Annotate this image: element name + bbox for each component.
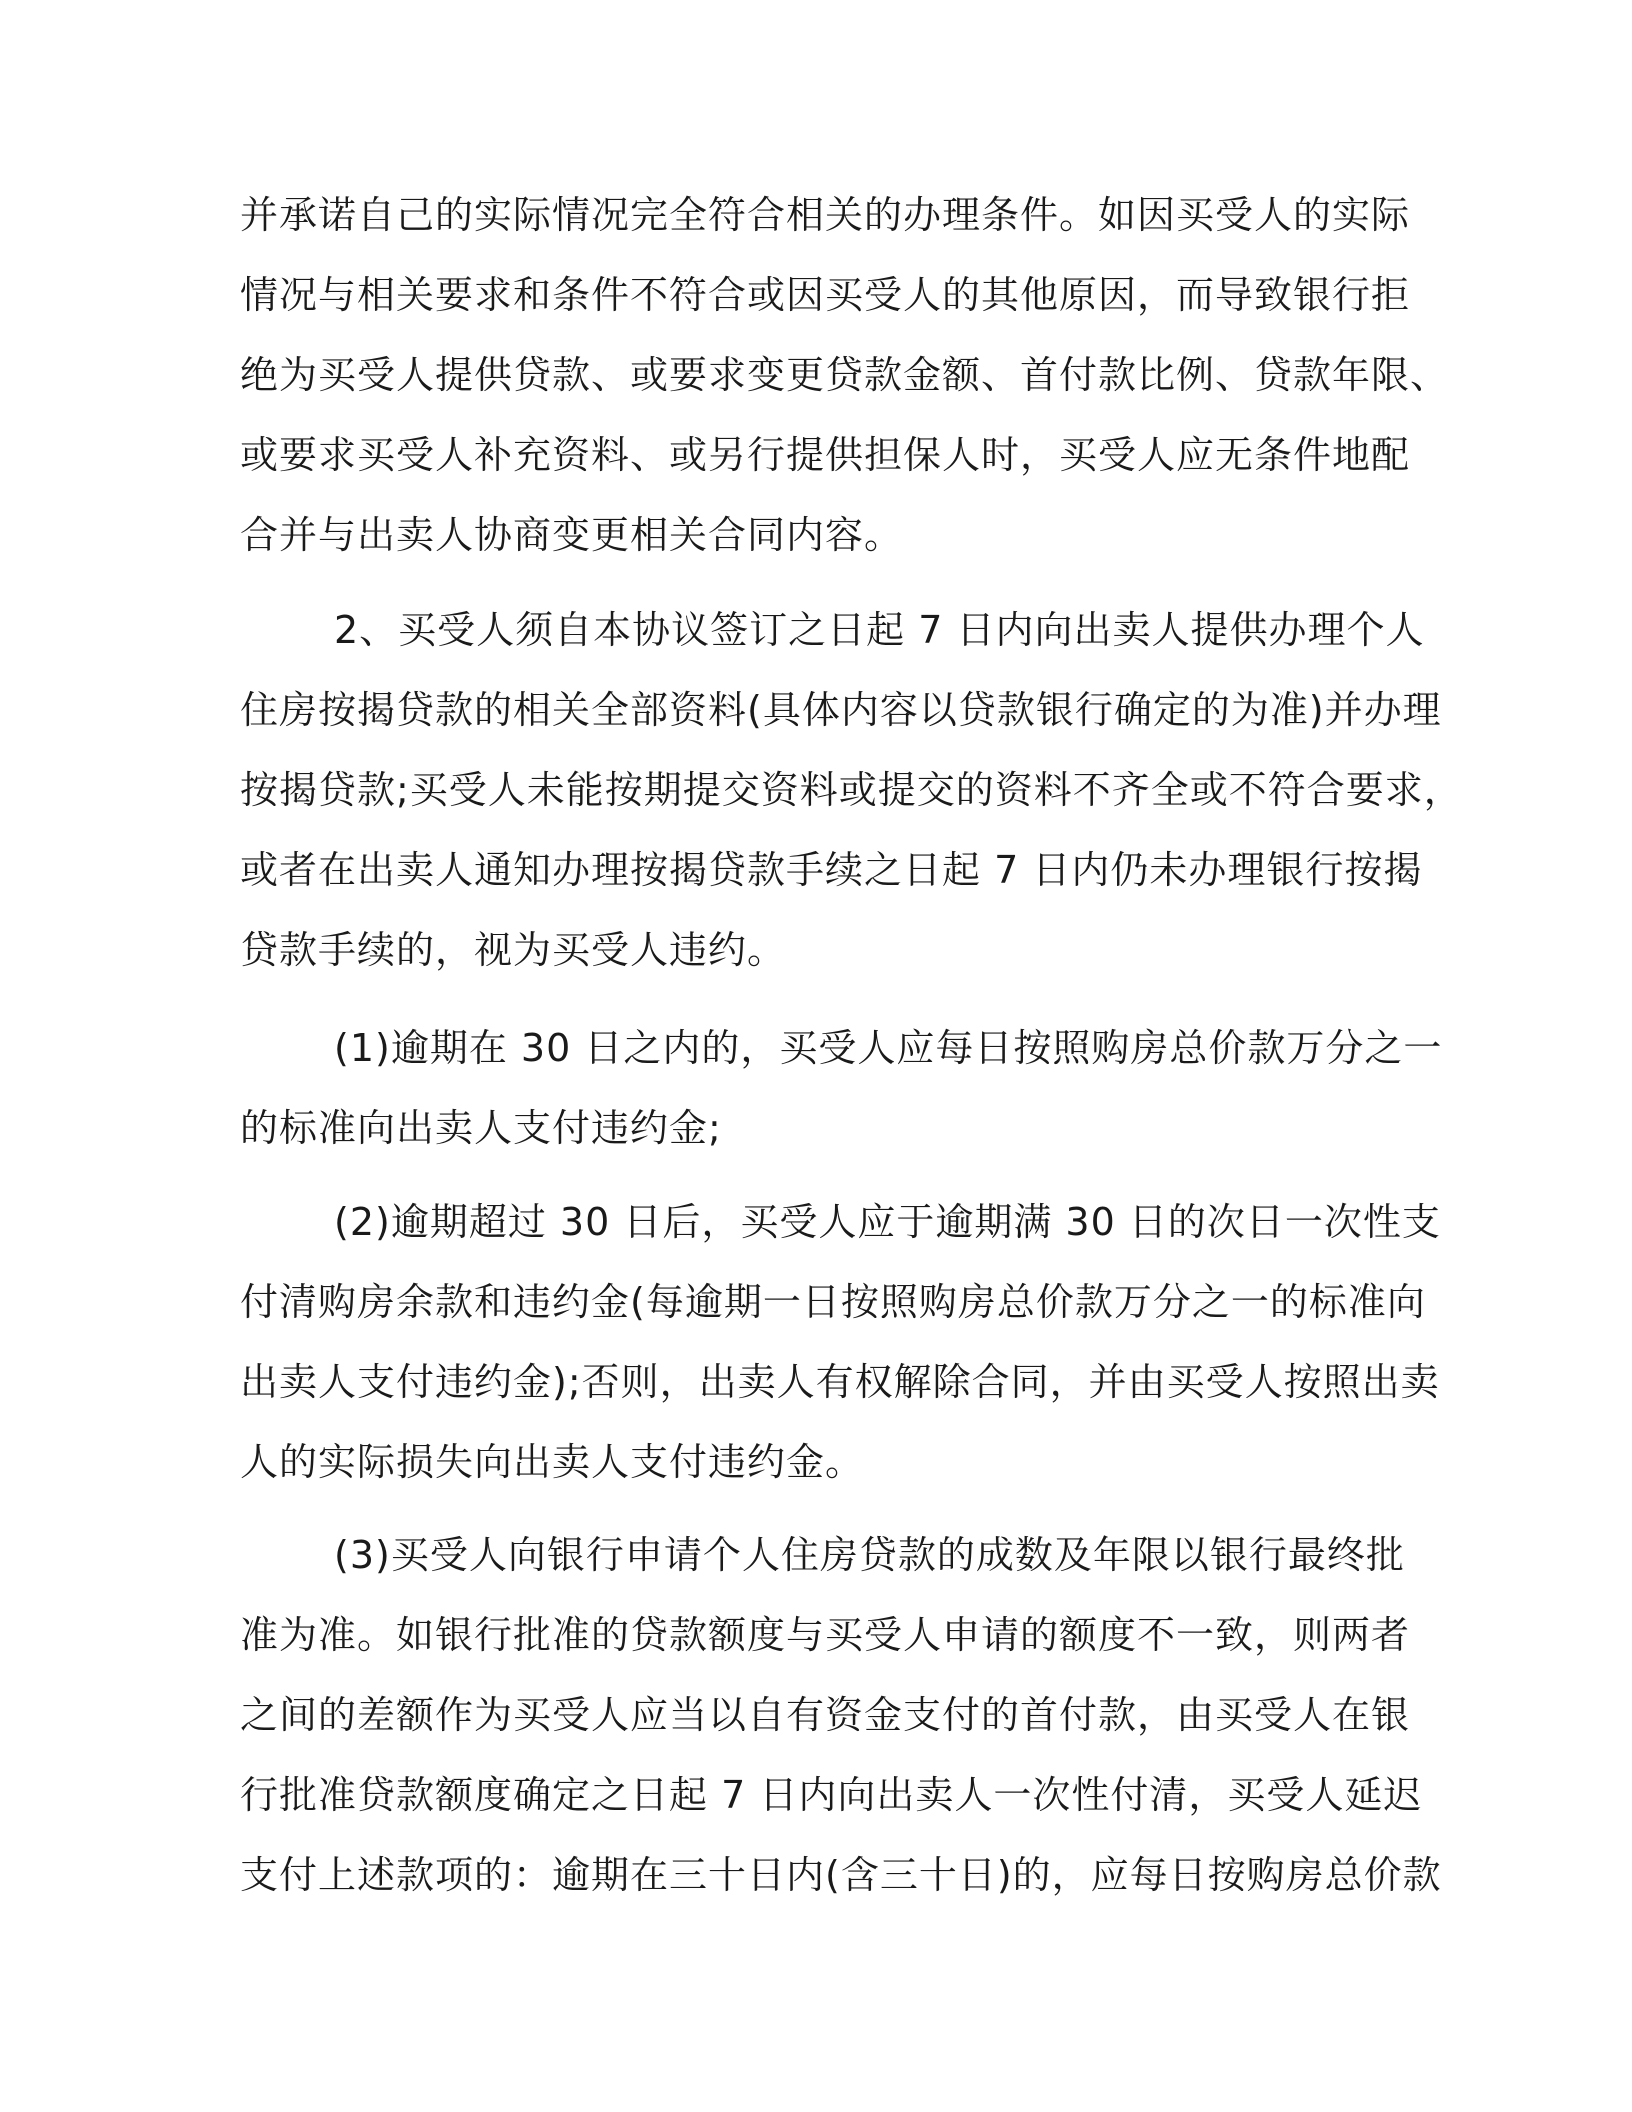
paragraph-line: 准为准。如银行批准的贷款额度与买受人申请的额度不一致，则两者 (240, 1613, 1411, 1657)
paragraph-line: 付清购房余款和违约金(每逾期一日按照购房总价款万分之一的标准向 (240, 1280, 1426, 1324)
paragraph-line: 支付上述款项的：逾期在三十日内(含三十日)的，应每日按购房总价款 (240, 1853, 1442, 1897)
paragraph-line: 出卖人支付违约金);否则，出卖人有权解除合同，并由买受人按照出卖 (240, 1360, 1440, 1404)
paragraph-line: 的标准向出卖人支付违约金; (240, 1106, 722, 1150)
paragraph-line: (1)逾期在 30 日之内的，买受人应每日按照购房总价款万分之一 (334, 1026, 1443, 1070)
paragraph-line: 贷款手续的，视为买受人违约。 (240, 928, 787, 972)
paragraph-line: 或要求买受人补充资料、或另行提供担保人时，买受人应无条件地配 (240, 433, 1411, 477)
paragraph-line: 并承诺自己的实际情况完全符合相关的办理条件。如因买受人的实际 (240, 193, 1411, 237)
paragraph-line: 情况与相关要求和条件不符合或因买受人的其他原因，而导致银行拒 (240, 273, 1411, 317)
paragraph-line: 行批准贷款额度确定之日起 7 日内向出卖人一次性付清，买受人延迟 (240, 1773, 1423, 1817)
paragraph-line: 住房按揭贷款的相关全部资料(具体内容以贷款银行确定的为准)并办理 (240, 688, 1442, 732)
paragraph-line: (2)逾期超过 30 日后，买受人应于逾期满 30 日的次日一次性支 (334, 1200, 1441, 1244)
paragraph-line: 2、买受人须自本协议签订之日起 7 日内向出卖人提供办理个人 (334, 608, 1425, 652)
paragraph-line: 绝为买受人提供贷款、或要求变更贷款金额、首付款比例、贷款年限、 (240, 353, 1450, 397)
paragraph-line: 人的实际损失向出卖人支付违约金。 (240, 1440, 865, 1484)
paragraph-line: (3)买受人向银行申请个人住房贷款的成数及年限以银行最终批 (334, 1533, 1405, 1577)
paragraph-line: 按揭贷款;买受人未能按期提交资料或提交的资料不齐全或不符合要求， (240, 768, 1463, 812)
paragraph-line: 或者在出卖人通知办理按揭贷款手续之日起 7 日内仍未办理银行按揭 (240, 848, 1423, 892)
paragraph-line: 之间的差额作为买受人应当以自有资金支付的首付款，由买受人在银 (240, 1693, 1411, 1737)
paragraph-line: 合并与出卖人协商变更相关合同内容。 (240, 513, 904, 557)
